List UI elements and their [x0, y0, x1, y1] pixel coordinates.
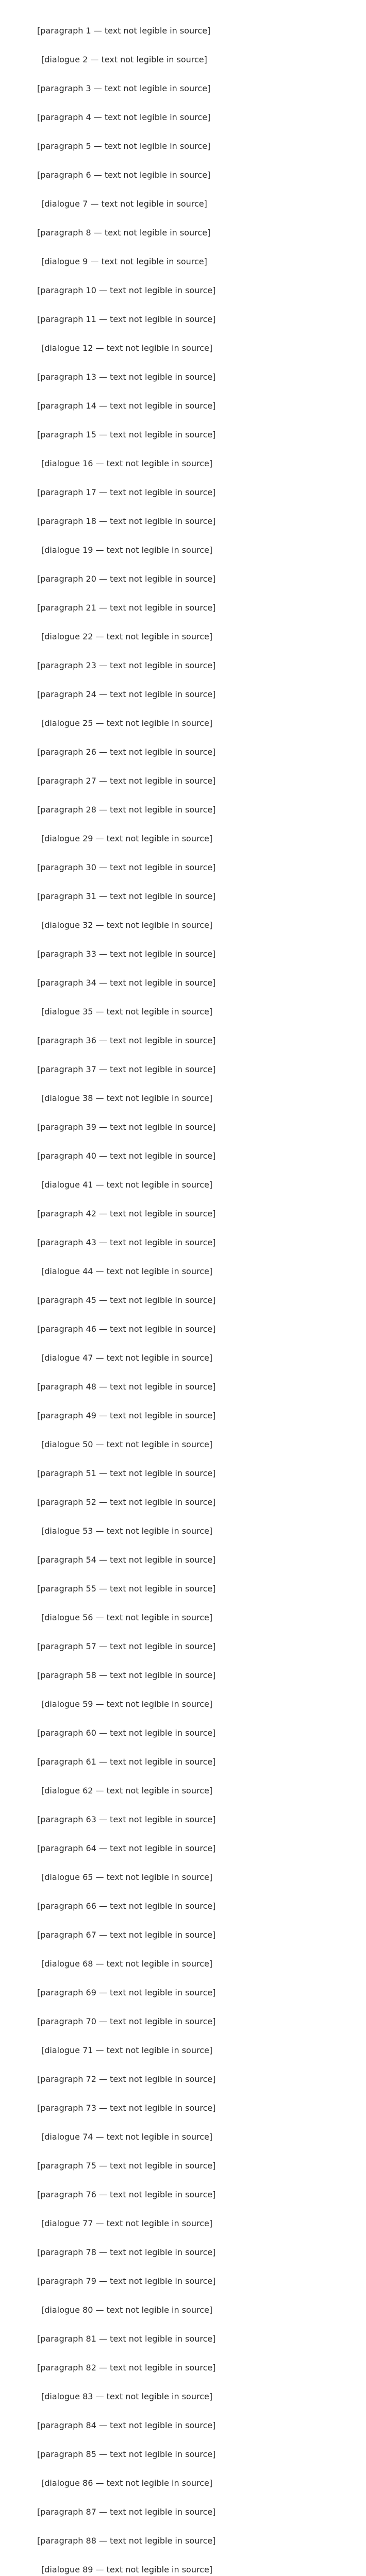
dialogue-paragraph: [dialogue 89 — text not legible in source] — [41, 2565, 213, 2574]
body-paragraph: [paragraph 20 — text not legible in source] — [37, 574, 216, 584]
dialogue-paragraph: [dialogue 9 — text not legible in source] — [41, 257, 207, 266]
body-paragraph: [paragraph 45 — text not legible in source] — [37, 1295, 216, 1305]
body-paragraph: [paragraph 39 — text not legible in source] — [37, 1122, 216, 1132]
body-paragraph: [paragraph 6 — text not legible in source] — [37, 170, 211, 180]
body-paragraph: [paragraph 4 — text not legible in source] — [37, 112, 211, 122]
dialogue-paragraph: [dialogue 32 — text not legible in source] — [41, 920, 213, 930]
body-paragraph: [paragraph 33 — text not legible in source] — [37, 949, 216, 959]
dialogue-paragraph: [dialogue 50 — text not legible in source] — [41, 1439, 213, 1449]
body-paragraph: [paragraph 28 — text not legible in source] — [37, 805, 216, 815]
dialogue-paragraph: [dialogue 12 — text not legible in source] — [41, 343, 213, 353]
body-paragraph: [paragraph 46 — text not legible in source] — [37, 1324, 216, 1334]
dialogue-paragraph: [dialogue 71 — text not legible in source] — [41, 2045, 213, 2055]
body-paragraph: [paragraph 70 — text not legible in source] — [37, 2016, 216, 2026]
body-paragraph: [paragraph 85 — text not legible in source] — [37, 2449, 216, 2459]
dialogue-paragraph: [dialogue 25 — text not legible in source] — [41, 718, 213, 728]
body-paragraph: [paragraph 8 — text not legible in source] — [37, 228, 211, 238]
dialogue-paragraph: [dialogue 47 — text not legible in source] — [41, 1353, 213, 1363]
body-paragraph: [paragraph 55 — text not legible in source] — [37, 1584, 216, 1594]
dialogue-paragraph: [dialogue 83 — text not legible in source] — [41, 2392, 213, 2401]
body-paragraph: [paragraph 73 — text not legible in source] — [37, 2103, 216, 2113]
dialogue-paragraph: [dialogue 22 — text not legible in source] — [41, 632, 213, 641]
dialogue-paragraph: [dialogue 2 — text not legible in source] — [41, 55, 207, 64]
dialogue-paragraph: [dialogue 77 — text not legible in source] — [41, 2218, 213, 2228]
dialogue-paragraph: [dialogue 35 — text not legible in source] — [41, 1007, 213, 1016]
body-paragraph: [paragraph 27 — text not legible in source] — [37, 776, 216, 786]
body-paragraph: [paragraph 72 — text not legible in source] — [37, 2074, 216, 2084]
body-paragraph: [paragraph 34 — text not legible in source] — [37, 978, 216, 988]
body-paragraph: [paragraph 31 — text not legible in source] — [37, 891, 216, 901]
body-paragraph: [paragraph 49 — text not legible in source] — [37, 1411, 216, 1420]
body-paragraph: [paragraph 3 — text not legible in source] — [37, 83, 211, 93]
body-paragraph: [paragraph 75 — text not legible in source] — [37, 2161, 216, 2171]
dialogue-paragraph: [dialogue 44 — text not legible in source] — [41, 1266, 213, 1276]
body-paragraph: [paragraph 1 — text not legible in source] — [37, 26, 211, 36]
dialogue-paragraph: [dialogue 38 — text not legible in source] — [41, 1093, 213, 1103]
body-paragraph: [paragraph 14 — text not legible in source] — [37, 401, 216, 411]
body-paragraph: [paragraph 81 — text not legible in source] — [37, 2334, 216, 2344]
body-paragraph: [paragraph 82 — text not legible in source] — [37, 2363, 216, 2372]
body-paragraph: [paragraph 5 — text not legible in source] — [37, 141, 211, 151]
body-paragraph: [paragraph 24 — text not legible in source] — [37, 689, 216, 699]
body-paragraph: [paragraph 79 — text not legible in source] — [37, 2276, 216, 2286]
body-paragraph: [paragraph 48 — text not legible in source] — [37, 1382, 216, 1392]
body-paragraph: [paragraph 60 — text not legible in source] — [37, 1728, 216, 1738]
body-paragraph: [paragraph 23 — text not legible in source] — [37, 660, 216, 670]
body-paragraph: [paragraph 67 — text not legible in source] — [37, 1930, 216, 1940]
body-paragraph: [paragraph 10 — text not legible in source] — [37, 285, 216, 295]
body-paragraph: [paragraph 43 — text not legible in source] — [37, 1238, 216, 1247]
body-paragraph: [paragraph 66 — text not legible in source] — [37, 1901, 216, 1911]
body-paragraph: [paragraph 15 — text not legible in source] — [37, 430, 216, 439]
body-paragraph: [paragraph 58 — text not legible in source] — [37, 1670, 216, 1680]
body-paragraph: [paragraph 57 — text not legible in source] — [37, 1641, 216, 1651]
dialogue-paragraph: [dialogue 53 — text not legible in source] — [41, 1526, 213, 1536]
dialogue-paragraph: [dialogue 80 — text not legible in source] — [41, 2305, 213, 2315]
body-paragraph: [paragraph 78 — text not legible in source] — [37, 2247, 216, 2257]
body-paragraph: [paragraph 11 — text not legible in source] — [37, 314, 216, 324]
body-paragraph: [paragraph 30 — text not legible in source] — [37, 862, 216, 872]
dialogue-paragraph: [dialogue 41 — text not legible in source] — [41, 1180, 213, 1190]
dialogue-paragraph: [dialogue 86 — text not legible in source] — [41, 2478, 213, 2488]
body-paragraph: [paragraph 40 — text not legible in source] — [37, 1151, 216, 1161]
body-paragraph: [paragraph 18 — text not legible in source] — [37, 516, 216, 526]
body-paragraph: [paragraph 69 — text not legible in source] — [37, 1988, 216, 1997]
dialogue-paragraph: [dialogue 68 — text not legible in source] — [41, 1959, 213, 1969]
body-paragraph: [paragraph 54 — text not legible in source] — [37, 1555, 216, 1565]
body-paragraph: [paragraph 61 — text not legible in source] — [37, 1757, 216, 1767]
dialogue-paragraph: [dialogue 29 — text not legible in source] — [41, 834, 213, 843]
body-paragraph: [paragraph 87 — text not legible in source] — [37, 2507, 216, 2517]
body-paragraph: [paragraph 51 — text not legible in source] — [37, 1468, 216, 1478]
body-paragraph: [paragraph 42 — text not legible in source] — [37, 1209, 216, 1218]
dialogue-paragraph: [dialogue 59 — text not legible in source] — [41, 1699, 213, 1709]
body-paragraph: [paragraph 52 — text not legible in source] — [37, 1497, 216, 1507]
body-paragraph: [paragraph 17 — text not legible in source] — [37, 487, 216, 497]
body-paragraph: [paragraph 13 — text not legible in source] — [37, 372, 216, 382]
body-paragraph: [paragraph 76 — text not legible in source] — [37, 2190, 216, 2199]
body-paragraph: [paragraph 84 — text not legible in source] — [37, 2420, 216, 2430]
dialogue-paragraph: [dialogue 19 — text not legible in source] — [41, 545, 213, 555]
body-paragraph: [paragraph 88 — text not legible in source] — [37, 2536, 216, 2546]
dialogue-paragraph: [dialogue 56 — text not legible in source] — [41, 1613, 213, 1622]
body-paragraph: [paragraph 26 — text not legible in source] — [37, 747, 216, 757]
body-paragraph: [paragraph 36 — text not legible in source] — [37, 1036, 216, 1045]
dialogue-paragraph: [dialogue 62 — text not legible in source] — [41, 1786, 213, 1795]
dialogue-paragraph: [dialogue 16 — text not legible in source] — [41, 459, 213, 468]
dialogue-paragraph: [dialogue 7 — text not legible in source] — [41, 199, 207, 209]
body-paragraph: [paragraph 37 — text not legible in source] — [37, 1064, 216, 1074]
body-paragraph: [paragraph 21 — text not legible in source] — [37, 603, 216, 613]
dialogue-paragraph: [dialogue 74 — text not legible in source] — [41, 2132, 213, 2142]
body-paragraph: [paragraph 63 — text not legible in source] — [37, 1815, 216, 1824]
dialogue-paragraph: [dialogue 65 — text not legible in source] — [41, 1872, 213, 1882]
body-paragraph: [paragraph 64 — text not legible in source] — [37, 1843, 216, 1853]
